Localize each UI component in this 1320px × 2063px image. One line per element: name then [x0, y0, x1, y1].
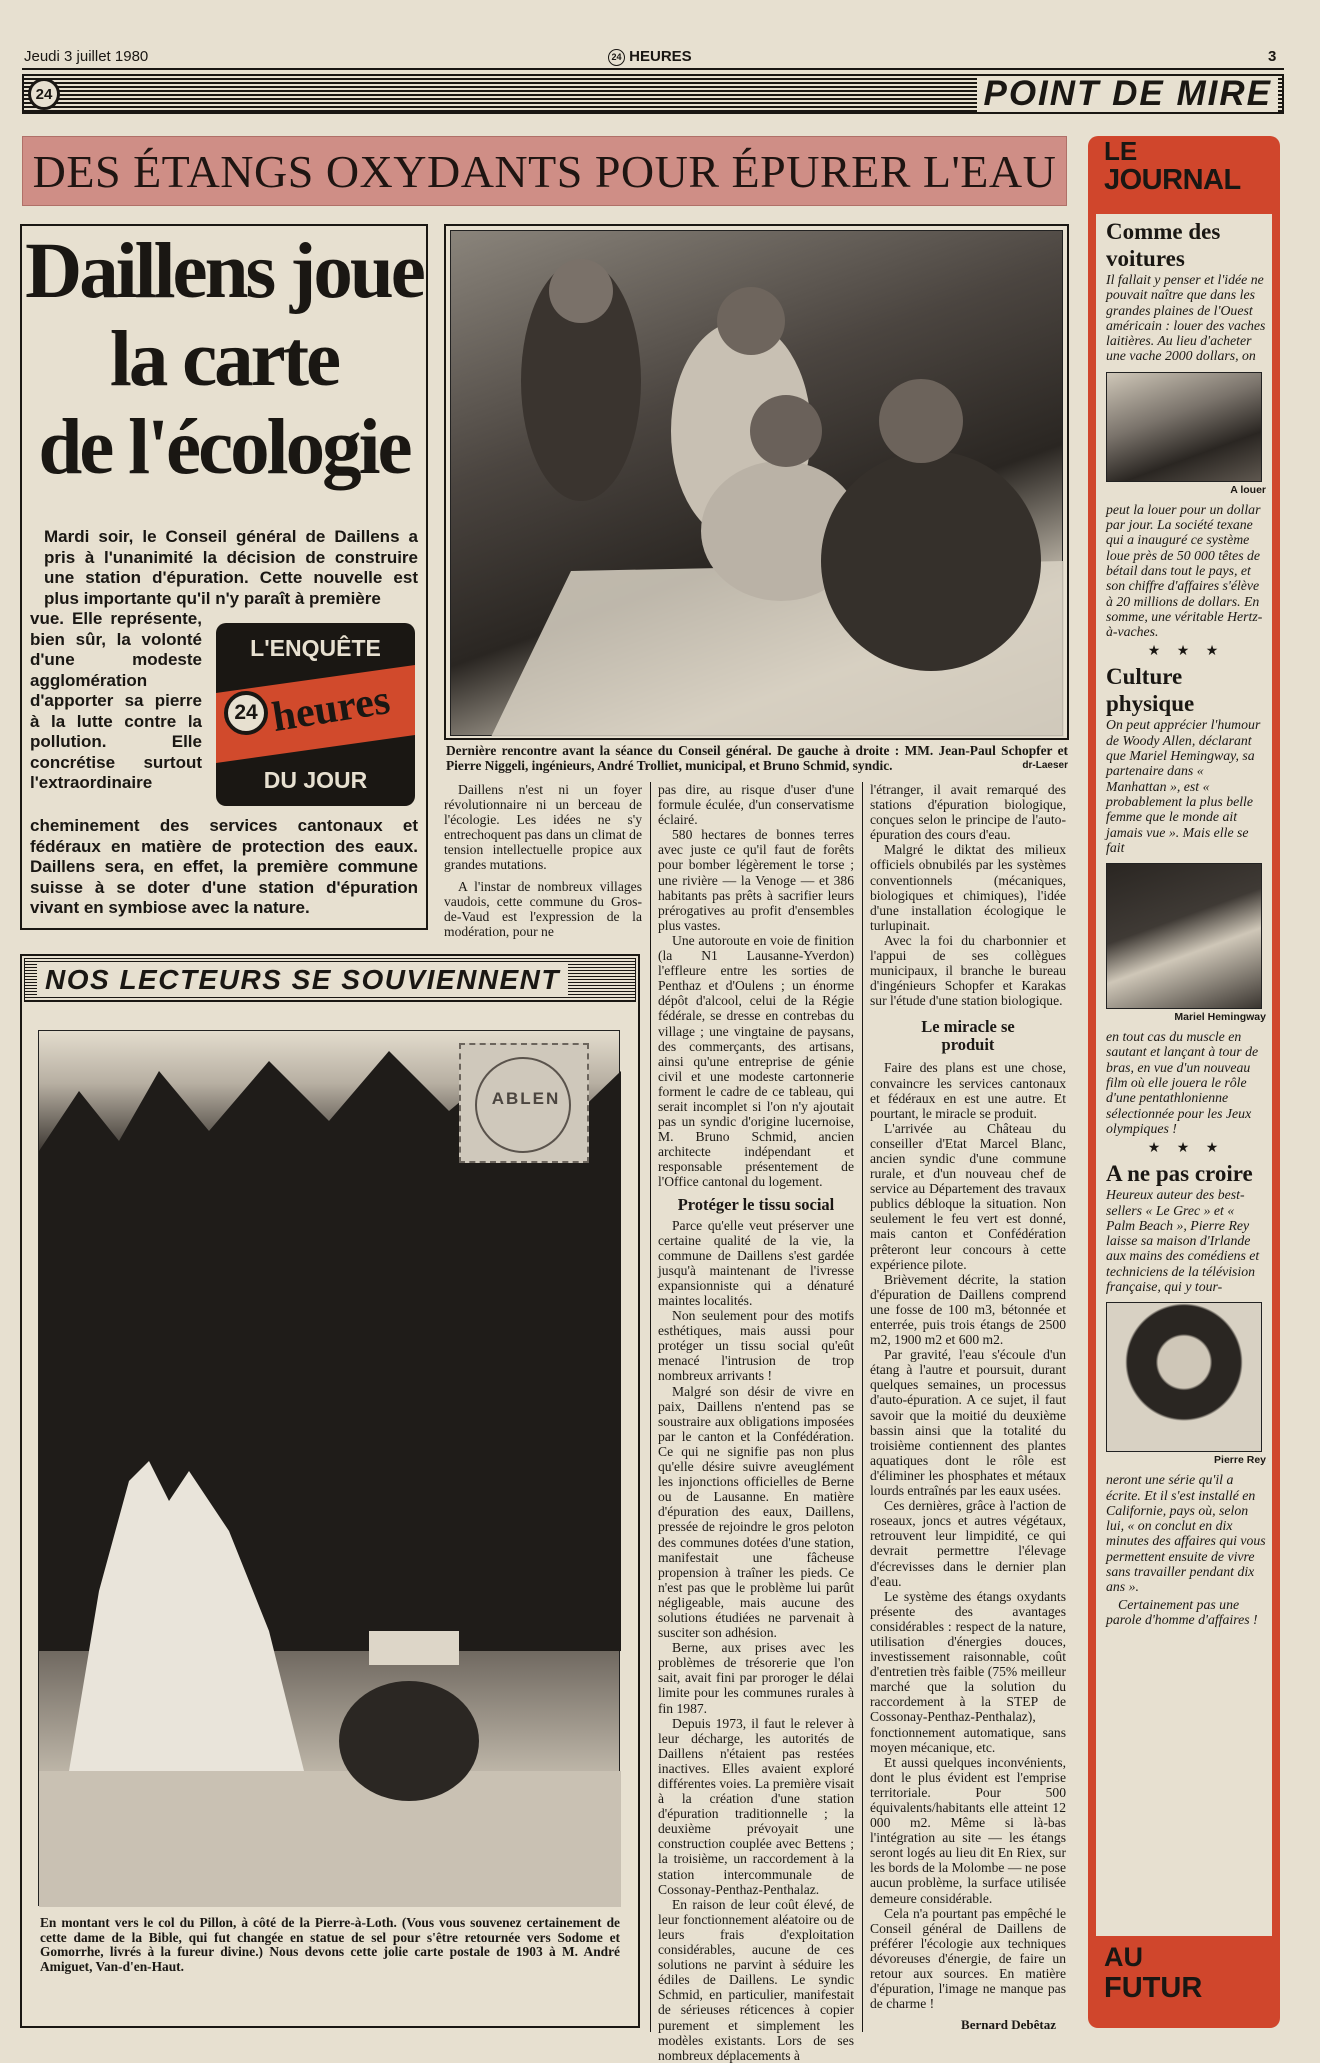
article-photo [450, 230, 1063, 736]
headline-line-2: la carte [109, 316, 339, 403]
section-title: POINT DE MIRE [977, 76, 1278, 112]
item1-text: Il fallait y penser et l'idée ne pouvait naître que dans les grandes plaines de l'Ouest américain : louer des vaches laitières. Au lieu d'acheter une vache 2000 dollars, on [1106, 272, 1266, 364]
headline-line-3: de l'écologie [38, 404, 410, 491]
col-rule-1 [650, 782, 651, 2032]
col3-p5: L'arrivée au Château du conseiller d'Etat Marcel Blanc, ancien syndic d'une commune rurale, et d'un nouveau chef de service au Département des travaux publics débloque la situation. Non seulement le feu vert est donné, mais canton et Confédération prêteront leur concours à cette expérience pilote. [870, 1120, 1066, 1272]
stamp-text: ABLEN [491, 1089, 561, 1108]
section-badge: 24 [28, 78, 60, 110]
article-col-1 [444, 782, 642, 939]
col3-p9: Le système des étangs oxydants présente des avantages considérables : respect de la nature, utilisation d'énergies douces, investissement raisonnable, coût d'entretien très faible (75% meilleur marché que la solution du raccordement à la STEP de Cossonay-Penthaz-Penthalaz), fonctionnement automatique, sans moyen mécanique, etc. [870, 1588, 1066, 1755]
item2-text: On peut apprécier l'humour de Woody Allen, déclarant que Mariel Hemingway, sa partenaire dans « Manhattan », est « probablement la plus belle femme que le monde ait jamais vue ». Mais elle se fait [1106, 717, 1261, 855]
carriage [339, 1681, 479, 1801]
banner-title: DES ÉTANGS OXYDANTS POUR ÉPURER L'EAU [22, 136, 1067, 206]
article-col-3 [870, 782, 1066, 2032]
col1-p1: Daillens n'est ni un foyer révolutionnaire ni un berceau de l'écologie. Les idées ne s'y entrechoquent pas dans un climat de tension intellectuelle propice aux grandes mutations. [444, 782, 642, 873]
col2-p8: Depuis 1973, il faut le relever à leur décharge, les autorités de Daillens n'étaient pas restées inactives. Elles avaient exploré différentes voies. La première visait à la création d'une station d'épuration traditionnelle ; la deuxième prévoyait une construction couplée avec Bettens ; la troisième, un raccordement à la station intercommunale de Cossonay-Penthaz-Penthalaz. [658, 1715, 854, 1897]
enquete-brand: heures [269, 677, 394, 741]
lecteurs-title: NOS LECTEURS SE SOUVIENNENT [37, 963, 568, 997]
item1-title: Comme des voitures [1106, 219, 1221, 271]
cows-photo [1106, 372, 1262, 482]
item3-text-2: neront une série qu'il a écrite. Et il s'est installé en Californie, pays où, selon lui, « on conclut en dix minutes des affaires qui vous permettent ensuite de vivre sans travailler pendant dix ans ». [1106, 1472, 1266, 1595]
postage-stamp [459, 1043, 589, 1163]
headline-line-1: Daillens joue [25, 228, 423, 315]
page-date: Jeudi 3 juillet 1980 [24, 48, 149, 65]
col2-p1: pas dire, au risque d'user d'une formule éculée, d'un conservatisme éclairé. [658, 782, 854, 828]
person-1-head [549, 259, 613, 323]
lead-left: vue. Elle représente, bien sûr, la volonté d'une modeste agglomération d'apporter sa pierre à la lutte contre la pollution. Elle concrétise surtout l'extraordinaire [30, 609, 202, 792]
header-rule [22, 68, 1284, 70]
photo-credit: dr-Laeser [1022, 759, 1068, 771]
journal-footer-au: AU [1104, 1942, 1143, 1972]
col3-subhead: Le miracle se produit [921, 1017, 1015, 1055]
photo-caption-text: Dernière rencontre avant la séance du Conseil général. De gauche à droite : MM. Jean-Paul Schopfer et Pierre Niggeli, ingénieurs, André Trolliet, municipal, et Bruno Schmid, syndic. [446, 743, 1068, 773]
col3-p3: Avec la foi du charbonnier et l'appui de ses collègues municipaux, il branche le bureau d'ingénieurs Schopfer et Karakas sur l'étude d'une station biologique. [870, 932, 1066, 1009]
postcard-caption: En montant vers le col du Pillon, à côté de la Pierre-à-Loth. (Vous vous souvenez certainement de cette dame de la Bible, qui fut changée en statue de sel pour s'être retournée vers Sodome et Gomorrhe, livrés à la fureur divine.) Nous devons cette jolie carte postale de 1903 à M. André Amiguet, Van-d'en-Haut. [40, 1915, 620, 1974]
col2-p5: Non seulement pour des motifs esthétiques, mais aussi pour protéger un tissu social qu'eût menacé l'intrusion de trop nombreux arrivants ! [658, 1308, 854, 1384]
col1-p2: A l'instar de nombreux villages vaudois, cette commune du Gros-de-Vaud est l'expression de la modération, pour ne [444, 878, 642, 939]
enquete-line-2: DU JOUR [263, 767, 368, 793]
carriage-roof [369, 1631, 459, 1665]
person-4 [821, 451, 1041, 671]
item1-text-2: peut la louer pour un dollar par jour. La société texane qui a inauguré ce système loue près de 50 000 têtes de bétail dans tout le pays, et son chiffre d'affaires s'élève à 20 millions de dollars. En somme, une véritable Hertz-à-vaches. [1106, 501, 1263, 640]
person-2-head [717, 287, 785, 355]
item1-photo-caption: A louer [1230, 483, 1266, 496]
section-bar [22, 74, 1284, 114]
col2-p7: Berne, aux prises avec les problèmes de trésorerie que l'on sait, avait fini par proroger le délai limite pour les communes rurales à fin 1987. [658, 1640, 854, 1716]
col3-p6: Brièvement décrite, la station d'épuration de Daillens comprend une fosse de 100 m3, bétonnée et enterrée, puis trois étangs de 2500 m2, 1900 m2 et 600 m2. [870, 1271, 1066, 1348]
col-rule-2 [862, 782, 863, 2032]
signature: Bernard Debêtaz [961, 2017, 1056, 2033]
paper-name: HEURES [629, 48, 692, 65]
col3-p11: Cela n'a pourtant pas empêché le Conseil général de Daillens de préférer l'écologie aux techniques dévoreuses d'énergie, de faire un retour aux sources. En matière d'épuration, l'image ne manque pas de charme ! [870, 1905, 1066, 2012]
col2-p9: En raison de leur coût élevé, de leur fonctionnement aléatoire ou de leurs frais d'exploitation considérables, aucune de ces solutions ne parvint à séduire les édiles de Daillens. Le syndic Schmid, en particulier, manifestait de sérieuses réticences à copier purement et simplement les modèles existants. Lors de ses nombreux déplacements à [658, 1896, 854, 2063]
person-4-head [879, 379, 963, 463]
col2-p4: Parce qu'elle veut préserver une certaine qualité de la vie, la commune de Daillens s'est gardée jusqu'à maintenant de l'ivresse expansionniste qui a dénaturé maintes localités. [658, 1217, 854, 1308]
col2-subhead: Protéger le tissu social [677, 1194, 835, 1214]
col3-p8: Ces dernières, grâce à l'action de roseaux, joncs et autres végétaux, retrouvent leur limpidité, ce qui devrait permettre l'élevage d'écrevisses dans le dernier plan d'eau. [870, 1498, 1066, 1589]
item2-title: Culture physique [1106, 664, 1195, 717]
item3-text-3: Certainement pas une parole d'homme d'affaires ! [1106, 1596, 1258, 1627]
journal-footer-futur: FUTUR [1104, 1972, 1203, 2004]
lecteurs-title-bar [24, 958, 636, 1002]
col2-p2: 580 hectares de bonnes terres avec juste ce qu'il faut de forêts pour bomber légèrement le torse ; une rivière — la Venoge — et 386 habitants pas prêts à sacrifier leurs prérogatives au profit d'ensembles plus vastes. [658, 827, 854, 933]
person-3-head [750, 395, 822, 467]
col3-p1: l'étranger, il avait remarqué des stations d'épuration biologique, conçues selon le principe de l'auto-épuration des cours d'eau. [870, 782, 1066, 843]
col3-p2: Malgré le diktat des milieux officiels obnubilés par les systèmes conventionnels (mécaniques, biologiques et chimiques), l'idée d'une installation écologique le turlupinait. [870, 842, 1066, 933]
stars-2: ★ ★ ★ [1147, 1140, 1225, 1157]
col2-p6: Malgré son désir de vivre en paix, Daillens n'entend pas se soustraire aux obligations imposées par le canton et la Confédération. Ce qui ne signifie pas non plus qu'elle désire suivre aveuglément les injonctions officielles de Berne ou de Lausanne. En matière d'épuration des eaux, Daillens, pressée de rejoindre le gros peloton des communes dotées d'une station, manifestait une fâcheuse propension à traîner les pieds. Ce n'est pas que le problème lui parût négligeable, mais aucune des solutions étudiées ne parvenait à susciter son adhésion. [658, 1383, 854, 1641]
journal-content [1106, 218, 1266, 1627]
journal-title-journal: JOURNAL [1104, 164, 1241, 196]
item3-title: A ne pas croire [1106, 1161, 1253, 1187]
item2-photo-caption: Mariel Hemingway [1174, 1011, 1266, 1024]
enquete-logo-icon: 24 [224, 691, 268, 735]
lead-bottom: cheminement des services cantonaux et fédéraux en matière de protection des eaux. Daillens sera, en effet, la première commune suisse à se doter d'une station d'épuration vivant en symbiose avec la nature. [30, 816, 418, 917]
item3-text: Heureux auteur des best-sellers « Le Grec » et « Palm Beach », Pierre Rey laisse sa maison d'Irlande aux mains des comédiens et techniciens de la télévision française, qui y tour- [1106, 1187, 1260, 1294]
lead-top: Mardi soir, le Conseil général de Daillens a pris à l'unanimité la décision de construire une station d'épuration. Cette nouvelle est plus importante qu'il n'y paraît à première [44, 527, 418, 608]
hemingway-photo [1106, 863, 1262, 1009]
col3-p7: Par gravité, l'eau s'écoule d'un étang à l'autre et poursuit, durant quelques semaines, un processus d'auto-épuration. A ce sujet, il faut savoir que la moitié du deuxième bassin ainsi que la totalité du troisième contiennent des plantes aquatiques dont le rôle est d'éliminer les phosphates et métaux lourds entraînés par les eaux usées. [870, 1347, 1066, 1499]
article-photo-frame [444, 224, 1069, 740]
col2-p3: Une autoroute en voie de finition (la N1 Lausanne-Yverdon) l'effleure entre les sorties de Penthaz et d'Oulens ; un énorme dépôt d'alcool, celui de la Régie fédérale, se dresse en contrebas du village ; une vingtaine de paysans, des commerçants, des artisans, ainsi qu'une entreprise de génie civil et une modeste cartonnerie forment le cadre de ce tableau, qui serait incomplet si l'on n'y ajoutait pas un syndic d'origine lucernoise, M. Bruno Schmid, ancien architecte indépendant et responsable présentement de l'Office cantonal du logement. [658, 932, 854, 1190]
enquete-box [216, 623, 415, 806]
col3-p4: Faire des plans est une chose, convaincre les services cantonaux et fédéraux en est une autre. Et pourtant, le miracle se produit. [870, 1060, 1066, 1121]
paper-masthead [608, 48, 692, 66]
journal-title-le: LE [1104, 136, 1138, 166]
page-number: 3 [1268, 48, 1277, 65]
col3-p10: Et aussi quelques inconvénients, dont le plus évident est l'emprise territoriale. Pour 500 équivalents/habitants elle atteint 12 000 m2. Même si là-bas l'intégration au site — les étangs seront logés au lieu dit En Riex, sur les bords de la Molombe — ne pose aucun problème, la surface utilisée demeure considérable. [870, 1754, 1066, 1906]
enquete-line-1: L'ENQUÊTE [250, 635, 381, 661]
item2-text-2: en tout cas du muscle en sautant et lançant à tour de bras, en vue d'un nouveau film où elle jouera le rôle d'une pentathlonienne sélectionnée pour les Jeux olympiques ! [1106, 1029, 1259, 1136]
item3-photo-caption: Pierre Rey [1214, 1454, 1266, 1467]
headline [22, 228, 426, 492]
road [39, 1771, 621, 1907]
postcard-photo [38, 1030, 620, 1906]
article-photo-caption [446, 744, 1068, 773]
paper-logo-icon: 24 [608, 49, 625, 66]
stars-1: ★ ★ ★ [1147, 643, 1225, 660]
article-col-2 [658, 782, 854, 2063]
meeting-illustration [451, 231, 1064, 737]
pierre-rey-photo [1106, 1302, 1262, 1452]
